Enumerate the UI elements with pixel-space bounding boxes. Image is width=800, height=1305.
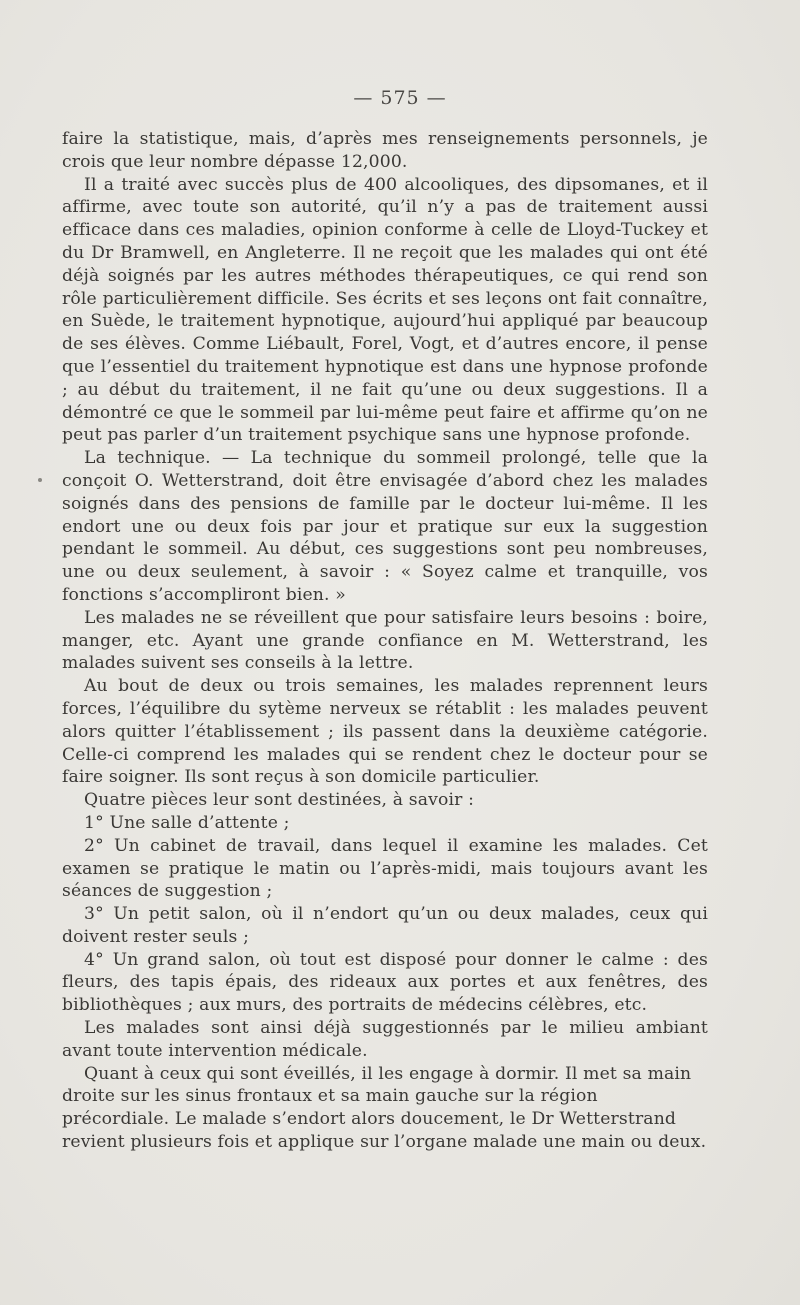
page-number: — 575 — — [353, 87, 447, 109]
paragraph-technique: La technique. — La technique du sommeil prolongé, telle que la conçoit O. Wetterstrand, doit être envisagée d’abord chez les malades soignés dans des pensions de famille par le docteur lui-même. Il les endort une ou deux fois par jour et pratique sur eux la suggestion pendant le sommeil. Au début, ces suggestions sont peu nombreuses, une ou deux seulement, à savoir : « Soyez calme et tranquille, vos fonctions s’accompliront bien. » — [62, 448, 708, 605]
list-item-study: 2° Un cabinet de travail, dans lequel il examine les malades. Cet examen se pratique le matin ou l’après-midi, mais toujours avant les séances de suggestion ; — [62, 835, 708, 902]
paragraph-recovery: Au bout de deux ou trois semaines, les malades reprennent leurs forces, l’équilibre du sytème nerveux se rétablit : les malades peuvent alors quitter l’établissement ; ils passent dans la deuxième catégorie. Celle-ci comprend les malades qui se rendent chez le docteur pour se faire soigner. Ils sont reçus à son domicile particulier. — [62, 676, 708, 788]
paragraph-continued: faire la statistique, mais, d’après mes renseignements personnels, je crois que leur nombre dépasse 12,000. — [62, 129, 708, 172]
paragraph-awake-patients: Quant à ceux qui sont éveillés, il les engage à dormir. Il met sa main droite sur les sinus frontaux et sa main gauche sur la région précordiale. Le malade s’endort alors doucement, le Dr Wetterstrand revient plusieurs fois et applique sur l’organe malade une main ou deux. — [62, 1063, 707, 1153]
list-item-large-salon: 4° Un grand salon, où tout est disposé pour donner le calme : des fleurs, des tapis épais, des rideaux aux portes et aux fenêtres, des bibliothèques ; aux murs, des portraits de médecins célèbres, etc. — [62, 949, 708, 1016]
paragraph-alcoholics: Il a traité avec succès plus de 400 alcooliques, des dipsomanes, et il affirme, avec toute son autorité, qu’il n’y a pas de traitement aussi efficace dans ces maladies, opinion conforme à celle de Lloyd-Tuckey et du Dr Bramwell, en Angleterre. Il ne reçoit que les malades qui ont été déjà soignés par les autres méthodes thérapeutiques, ce qui rend son rôle particulièrement difficile. Ses écrits et ses leçons ont fait connaître, en Suède, le traitement hypnotique, aujourd’hui appliqué par beaucoup de ses élèves. Comme Liébault, Forel, Vogt, et d’autres encore, il pense que l’essentiel du traitement hypnotique est dans une hypnose profonde ; au début du traitement, il ne fait qu’une ou deux suggestions. Il a démontré ce que le sommeil par lui-même peut faire et affirme qu’on ne peut pas parler d’un traitement psychique sans une hypnose profonde. — [62, 174, 708, 446]
ink-speck — [38, 478, 42, 482]
paragraph-rooms-intro: Quatre pièces leur sont destinées, à savoir : — [84, 790, 475, 811]
paragraph-environment: Les malades sont ainsi déjà suggestionnés par le milieu ambiant avant toute intervention médicale. — [62, 1018, 708, 1061]
list-item-waiting-room: 1° Une salle d’attente ; — [84, 812, 290, 833]
list-item-small-salon: 3° Un petit salon, où il n’endort qu’un ou deux malades, ceux qui doivent rester seuls ; — [62, 904, 708, 947]
paragraph-awakening: Les malades ne se réveillent que pour satisfaire leurs besoins : boire, manger, etc. Ayant une grande confiance en M. Wetterstrand, les malades suivent ses conseils à la lettre. — [62, 607, 708, 674]
body-text — [62, 128, 708, 1154]
